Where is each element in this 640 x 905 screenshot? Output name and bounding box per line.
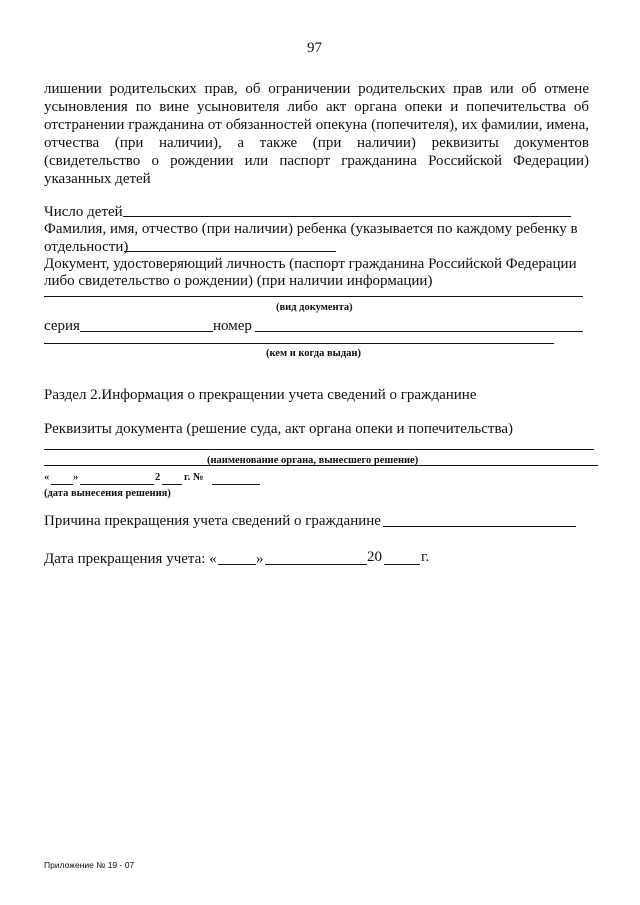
decision-year-field[interactable] — [162, 484, 182, 485]
requisites-field[interactable] — [44, 449, 594, 450]
document-type-caption: (вид документа) — [276, 302, 353, 313]
number-label: номер — [213, 318, 252, 334]
decision-number-label: г. № — [184, 472, 204, 483]
decision-day-field[interactable] — [51, 484, 73, 485]
child-name-label-line2: отдельности) — [44, 239, 129, 255]
decision-month-field[interactable] — [80, 484, 154, 485]
end-date-label: Дата прекращения учета: « — [44, 551, 217, 567]
authority-caption: (наименование органа, вынесшего решение) — [207, 455, 419, 466]
document-type-field[interactable] — [44, 296, 583, 297]
children-count-label: Число детей — [44, 204, 123, 220]
reason-field[interactable] — [383, 526, 576, 527]
end-year-suffix: г. — [421, 549, 430, 565]
requisites-label: Реквизиты документа (решение суда, акт органа опеки и попечительства) — [44, 421, 514, 437]
intro-paragraph: лишении родительских прав, об ограничении родительских прав или об отмене усыновления по вине усыновителя либо акт органа опеки и попечительства об отстранении гражданина от обязанностей опекуна (попечителя), их фамилии, имена, отчества (при наличии), а также (при наличии) реквизиты документов (свидетельство о рождении или паспорт гражданина Российской Федерации) указанных детей — [44, 81, 589, 187]
number-field[interactable] — [255, 331, 583, 332]
child-name-label-line1: Фамилия, имя, отчество (при наличии) ребенка (указывается по каждому ребенку в — [44, 221, 578, 237]
end-day-field[interactable] — [218, 564, 256, 565]
series-field[interactable] — [80, 331, 213, 332]
id-document-label-line1: Документ, удостоверяющий личность (паспорт гражданина Российской Федерации — [44, 256, 577, 272]
series-label: серия — [44, 318, 80, 334]
reason-label: Причина прекращения учета сведений о гражданине — [44, 513, 381, 529]
issued-by-field[interactable] — [44, 343, 554, 344]
section-2-title: Раздел 2.Информация о прекращении учета сведений о гражданине — [44, 387, 477, 403]
decision-date-close-quote: » — [73, 472, 79, 483]
page-number: 97 — [307, 40, 322, 56]
decision-number-field[interactable] — [212, 484, 260, 485]
footer-note: Приложение № 19 - 07 — [44, 860, 135, 870]
decision-date-open-quote: « — [44, 472, 50, 483]
issued-by-caption: (кем и когда выдан) — [266, 348, 361, 359]
end-year-prefix: 20 — [367, 549, 382, 565]
end-year-field[interactable] — [384, 564, 420, 565]
children-count-field[interactable] — [123, 216, 571, 217]
end-month-field[interactable] — [265, 564, 367, 565]
child-name-field[interactable] — [124, 251, 336, 252]
decision-date-caption: (дата вынесения решения) — [44, 488, 171, 499]
id-document-label-line2: либо свидетельство о рождении) (при наличии информации) — [44, 273, 433, 289]
end-date-close-quote: » — [256, 551, 264, 567]
decision-year-prefix: 2 — [155, 472, 161, 483]
